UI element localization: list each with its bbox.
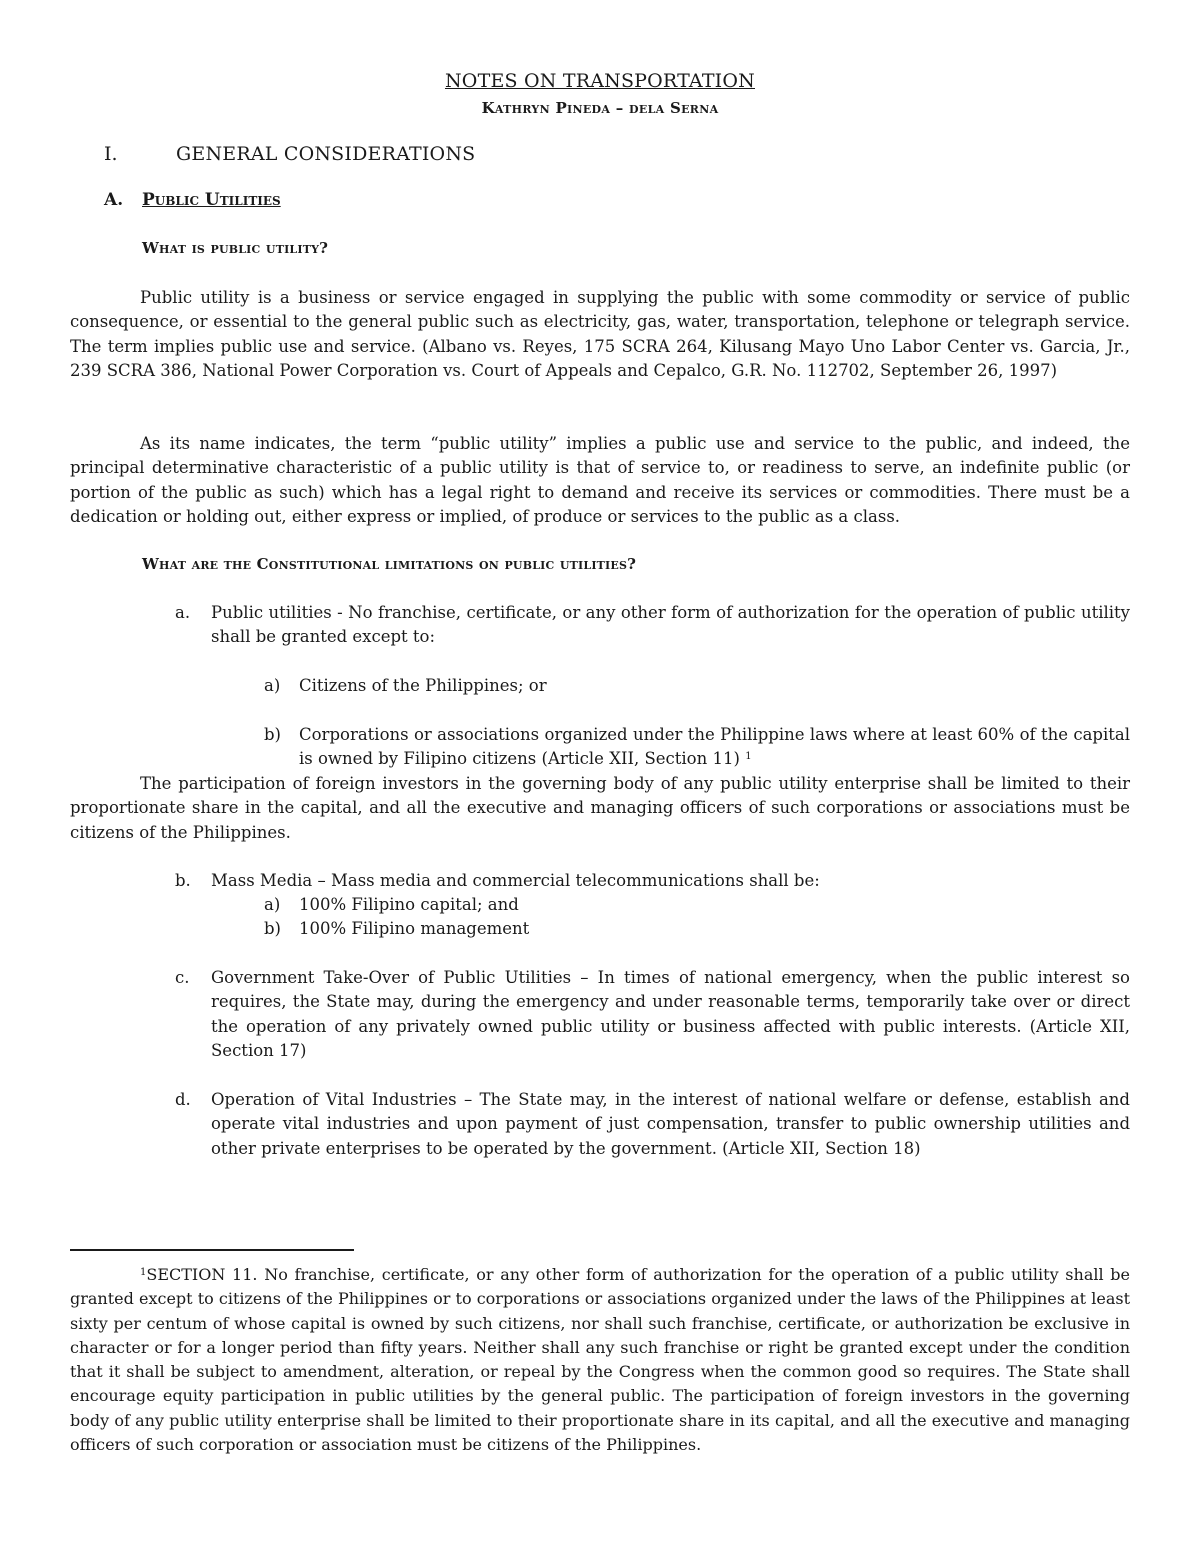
paragraph-public-use: As its name indicates, the term “public utility” implies a public use and service to the public, and indeed, the principal determinative characteristic of a public utility is that of service to, or readiness to serve, an indefinite public (or portion of the public as such) which has a legal right to demand and receive its services or commodities. There must be a dedication or holding out, either express or implied, of produce or services to the public as a class. xyxy=(70,434,1130,526)
paragraph-foreign-participation: The participation of foreign investors in the governing body of any public utility enterprise shall be limited to their proportionate share in the capital, and all the executive and managing officers of such corporations or associations must be citizens of the Philippines. xyxy=(70,774,1130,842)
sublist-item-citizens: Citizens of the Philippines; or xyxy=(299,676,547,695)
list-item-vital-industries: Operation of Vital Industries – The State may, in the interest of national welfare or defense, establish and operate vital industries and upon payment of just compensation, transfer to public ownership utilities and other private enterprises to be operated by the government. (Article XII, Section 18) xyxy=(211,1090,1130,1158)
sublist-letter: b) xyxy=(264,919,281,938)
question-heading-constitutional: What are the Constitutional limitations on public utilities? xyxy=(142,555,637,573)
sublist-item-corporations xyxy=(299,723,1130,772)
document-title: NOTES ON TRANSPORTATION xyxy=(444,70,755,92)
footnote-marker: 1 xyxy=(140,1267,147,1278)
list-item-government-takeover: Government Take-Over of Public Utilities – In times of national emergency, when the public interest so requires, the State may, during the emergency and under reasonable terms, temporarily take over or direct the operation of any privately owned public utility or business affected with public interests. (Article XII, Section 17) xyxy=(211,968,1130,1060)
sublist-item-corporations-text: Corporations or associations organized under the Philippine laws where at least 60% of the capital is owned by Filipino citizens (Article XII, Section 11) xyxy=(299,725,1130,769)
footnote xyxy=(70,1263,1130,1457)
section-title: GENERAL CONSIDERATIONS xyxy=(176,143,476,165)
paragraph-definition: Public utility is a business or service engaged in supplying the public with some commodity or service of public consequence, or essential to the general public such as electricity, gas, water, transportation, telephone or telegraph service. The term implies public use and service. (Albano vs. Reyes, 175 SCRA 264, Kilusang Mayo Uno Labor Center vs. Garcia, Jr., 239 SCRA 386, National Power Corporation vs. Court of Appeals and Cepalco, G.R. No. 112702, September 26, 1997) xyxy=(70,288,1130,380)
sublist-letter: a) xyxy=(264,676,281,695)
document-page xyxy=(70,0,1130,1553)
section-number: I. xyxy=(104,143,118,165)
sublist-item-capital: 100% Filipino capital; and xyxy=(299,895,519,914)
list-letter-b: b. xyxy=(175,871,191,890)
list-item-mass-media: Mass Media – Mass media and commercial telecommunications shall be: xyxy=(211,871,820,890)
sublist-letter: b) xyxy=(264,725,281,744)
list-letter-a: a. xyxy=(175,603,191,622)
author-name: Kathryn Pineda – dela Serna xyxy=(481,99,719,117)
sublist-item-management: 100% Filipino management xyxy=(299,919,530,938)
list-letter-d: d. xyxy=(175,1090,191,1109)
list-item-public-utilities: Public utilities - No franchise, certificate, or any other form of authorization for the operation of public utility shall be granted except to: xyxy=(211,603,1130,647)
subsection-title: Public Utilities xyxy=(142,190,281,210)
footnote-separator xyxy=(70,1249,354,1251)
question-heading-public-utility: What is public utility? xyxy=(142,239,329,257)
footnote-reference[interactable]: 1 xyxy=(745,751,752,763)
list-letter-c: c. xyxy=(175,968,190,987)
subsection-letter: A. xyxy=(104,190,124,210)
footnote-text: SECTION 11. No franchise, certificate, or any other form of authorization for the operation of a public utility shall be granted except to citizens of the Philippines or to corporations or associations organized under the laws of the Philippines at least sixty per centum of whose capital is owned by such citizens, nor shall such franchise, certificate, or authorization be exclusive in character or for a longer period than fifty years. Neither shall any such franchise or right be granted except under the condition that it shall be subject to amendment, alteration, or repeal by the Congress when the common good so requires. The State shall encourage equity participation in public utilities by the general public. The participation of foreign investors in the governing body of any public utility enterprise shall be limited to their proportionate share in its capital, and all the executive and managing officers of such corporation or association must be citizens of the Philippines. xyxy=(70,1265,1130,1455)
sublist-letter: a) xyxy=(264,895,281,914)
